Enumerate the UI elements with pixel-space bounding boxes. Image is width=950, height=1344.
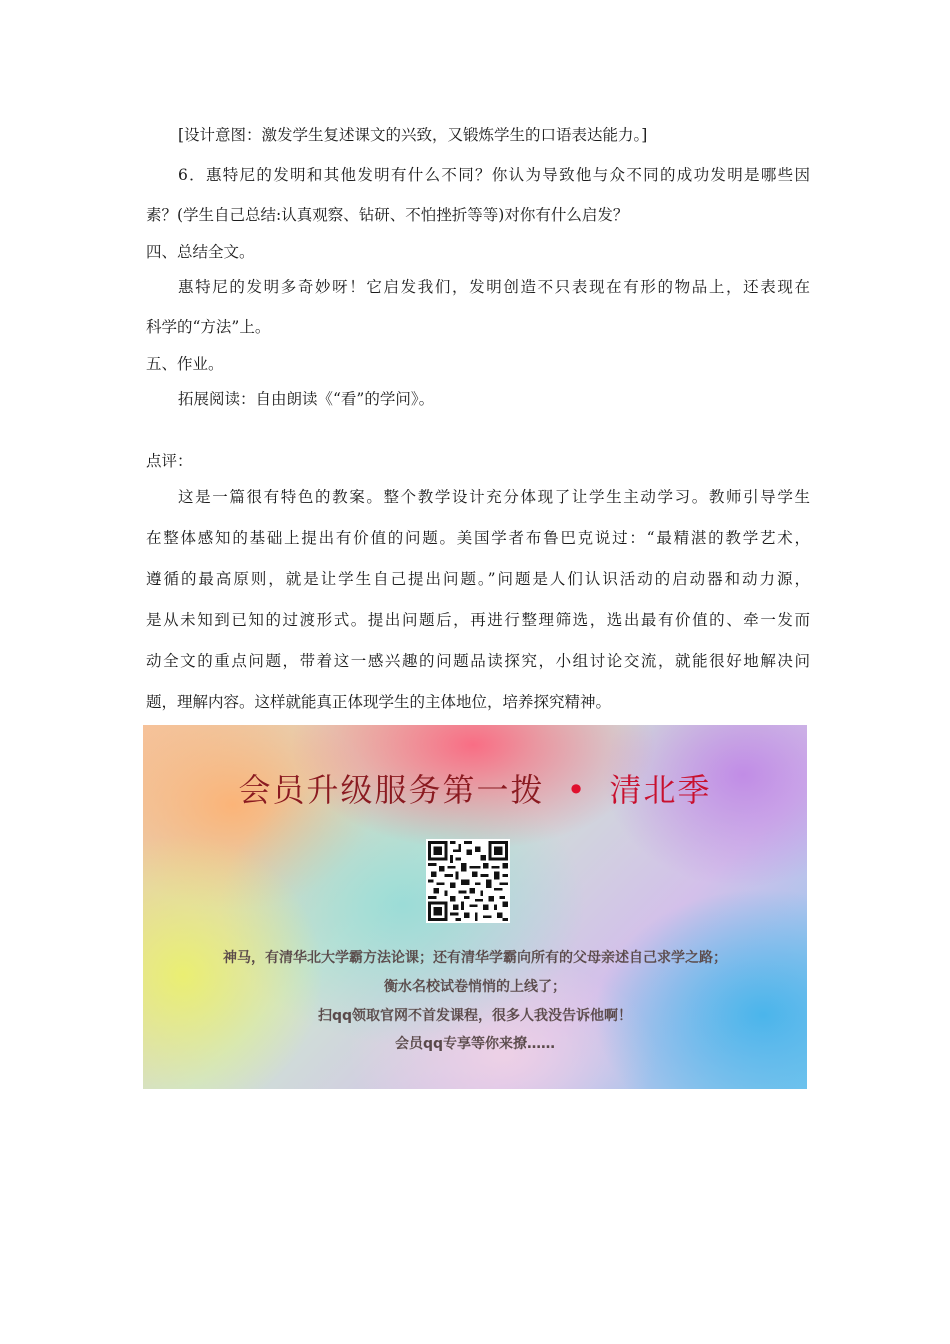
banner-line-3: 扫qq领取官网不首发课程，很多人我没告诉他啊！ [317, 1008, 633, 1024]
banner-title [143, 765, 807, 811]
review-heading: 点评： [146, 452, 193, 470]
design-intent-line: [设计意图：激发学生复述课文的兴致，又锻炼学生的口语表达能力。] [178, 126, 648, 144]
banner-title-part2: 清北季 [609, 771, 712, 809]
homework-line: 拓展阅读：自由朗读《“看”的学问》。 [178, 390, 435, 408]
summary-line-1: 惠特尼的发明多奇妙呀！它启发我们，发明创造不只表现在有形的物品上，还表现在 [178, 278, 810, 296]
review-line-3: 遵循的最高原则，就是让学生自己提出问题。”问题是人们认识活动的启动器和动力源， [146, 570, 810, 588]
qr-code-graphic [428, 841, 508, 921]
banner-line-2: 衡水名校试卷悄悄的上线了； [384, 979, 566, 995]
question-6-line-1: 6．惠特尼的发明和其他发明有什么不同？你认为导致他与众不同的成功发明是哪些因 [178, 166, 810, 184]
review-line-1: 这是一篇很有特色的教案。整个教学设计充分体现了让学生主动学习。教师引导学生 [178, 488, 810, 506]
review-line-4: 是从未知到已知的过渡形式。提出问题后，再进行整理筛选，选出最有价值的、牵一发而 [146, 611, 810, 629]
banner-line-4: 会员qq专享等你来撩…… [394, 1036, 556, 1052]
banner-title-separator: • [566, 771, 588, 809]
summary-line-2: 科学的“方法”上。 [146, 318, 271, 336]
membership-banner [143, 725, 807, 1089]
banner-title-part1: 会员升级服务第一拨 [238, 771, 545, 809]
section-4-heading: 四、总结全文。 [146, 243, 255, 261]
section-5-heading: 五、作业。 [146, 355, 224, 373]
review-line-2: 在整体感知的基础上提出有价值的问题。美国学者布鲁巴克说过：“最精湛的教学艺术， [146, 529, 810, 547]
qr-code-icon[interactable] [426, 839, 510, 923]
review-line-5: 动全文的重点问题，带着这一感兴趣的问题品读探究，小组讨论交流，就能很好地解决问 [146, 652, 810, 670]
question-6-line-2: 素？(学生自己总结:认真观察、钻研、不怕挫折等等)对你有什么启发？ [146, 206, 629, 224]
review-line-6: 题，理解内容。这样就能真正体现学生的主体地位，培养探究精神。 [146, 693, 612, 711]
banner-line-1: 神马，有清华北大学霸方法论课；还有清华学霸向所有的父母亲述自己求学之路； [223, 950, 727, 966]
